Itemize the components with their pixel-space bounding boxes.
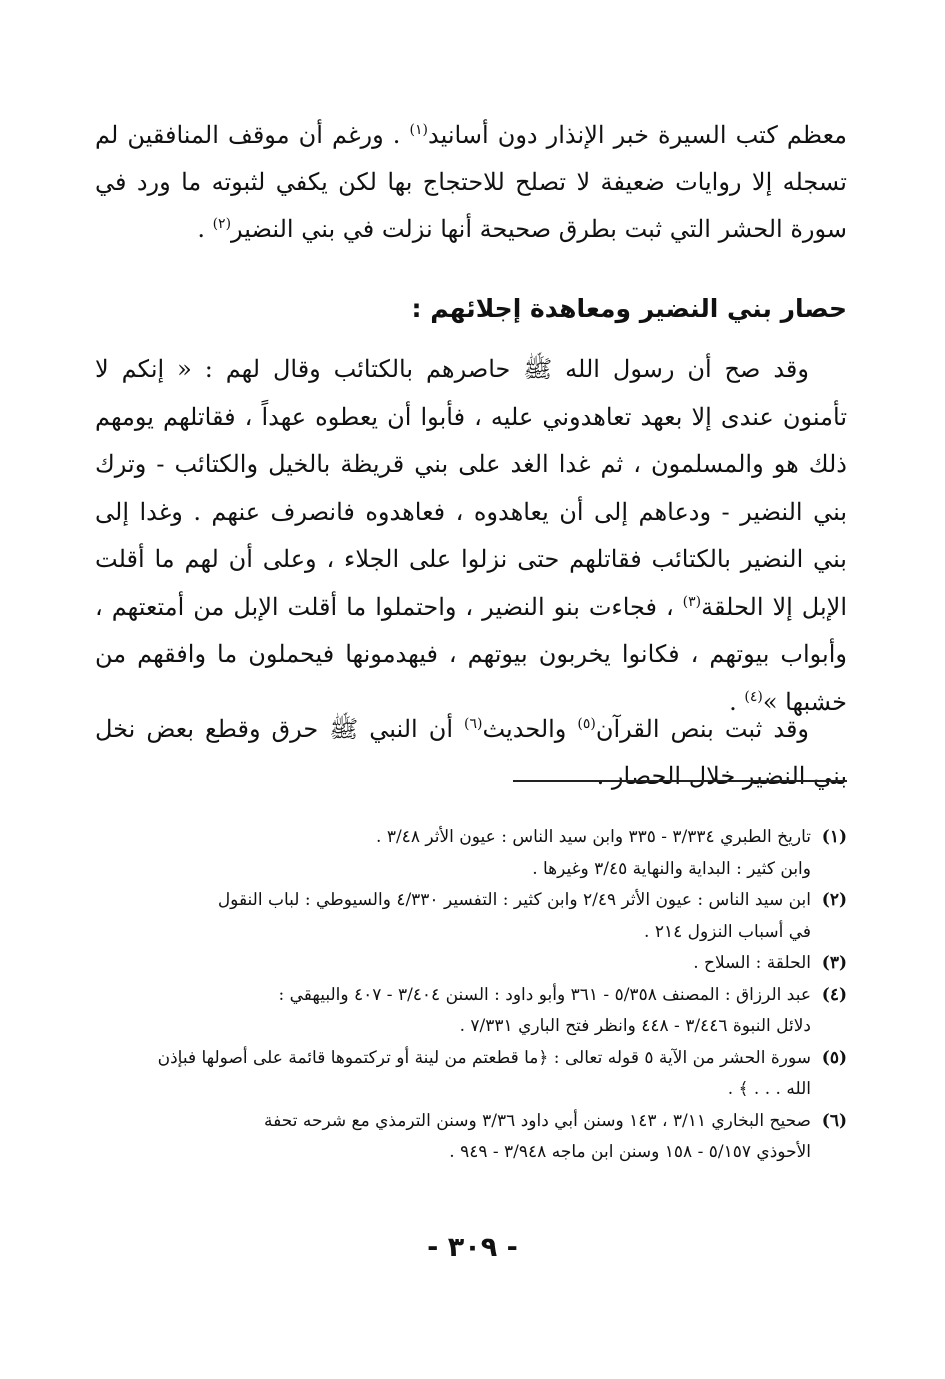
footnote-ref-2: (٢) bbox=[212, 216, 232, 232]
footnote-ref-5: (٥) bbox=[577, 716, 596, 732]
intro-paragraph bbox=[95, 112, 847, 253]
intro-text-a: معظم كتب السيرة خبر الإنذار دون أسانيد bbox=[428, 121, 847, 149]
footnote-line: دلائل النبوة ٣/٤٤٦ - ٤٤٨ وانظر فتح الباري ٧/٣٣١ . bbox=[459, 1016, 811, 1036]
footnote-line: الأحوذي ٥/١٥٧ - ١٥٨ وسنن ابن ماجه ٣/٩٤٨ - ٩٤٩ . bbox=[449, 1142, 811, 1162]
footnote-separator bbox=[513, 780, 847, 782]
footnote-line: تاريخ الطبري ٣/٣٣٤ - ٣٣٥ وابن سيد الناس : عيون الأثر ٣/٤٨ . bbox=[376, 827, 811, 847]
second-text-b: والحديث bbox=[482, 715, 578, 743]
footnote-ref-1: (١) bbox=[409, 122, 428, 138]
main-paragraph bbox=[95, 346, 847, 726]
footnote-2 bbox=[95, 885, 847, 948]
footnote-line: صحيح البخاري ٣/١١ ، ١٤٣ وسنن أبي داود ٣/٣٦ وسنن الترمذي مع شرحه تحفة bbox=[264, 1110, 811, 1131]
footnote-number: (٣) bbox=[821, 953, 847, 973]
second-paragraph bbox=[95, 706, 847, 800]
footnote-line: سورة الحشر من الآية ٥ قوله تعالى : ﴿ما قطعتم من لينة أو تركتموها قائمة على أصولها فبإذن bbox=[157, 1047, 811, 1068]
footnote-1 bbox=[95, 822, 847, 885]
footnote-6 bbox=[95, 1106, 847, 1169]
footnote-number: (١) bbox=[821, 827, 847, 847]
footnote-number: (٥) bbox=[821, 1047, 847, 1068]
main-text-b: ، فجاءت بنو النضير ، واحتملوا ما أقلت الإبل من أمتعتهم ، وأبواب بيوتهم ، فكانوا يخربون بيوتهم ، فيهدمونها فيحملون ما وافقهم من خشبها » bbox=[95, 592, 847, 716]
main-text-a: وقد صح أن رسول الله ﷺ حاصرهم بالكتائب وقال لهم : « إنكم لا تأمنون عندى إلا بعهد تعاهدوني عليه ، فأبوا أن يعطوه عهداً ، فقاتلهم يومهم ذلك هو والمسلمون ، ثم غدا الغد على بني قريظة بالخيل والكتائب - وترك بني النضير - ودعاهم إلى أن يعاهدوه ، فعاهدوه فانصرف عنهم . وغدا إلى بني النضير بالكتائب فقاتلهم حتى نزلوا على الجلاء ، وعلى أن لهم ما أقلت الإبل إلا الحلقة bbox=[95, 355, 848, 621]
footnote-line: في أسباب النزول ٢١٤ . bbox=[644, 921, 811, 942]
intro-text-b: . ورغم أن موقف المنافقين لم تسجله إلا روايات ضعيفة لا تصلح للاحتجاج بها لكن يكفي لثبوته ما ورد في سورة الحشر التي ثبت بطرق صحيحة أنها نزلت في بني النضير bbox=[95, 121, 847, 243]
footnote-line: وابن كثير : البداية والنهاية ٣/٤٥ وغيرها . bbox=[532, 858, 811, 879]
intro-text-c: . bbox=[197, 215, 213, 243]
footnote-line: ابن سيد الناس : عيون الأثر ٢/٤٩ وابن كثير : التفسير ٤/٣٣٠ والسيوطي : لباب النقول bbox=[217, 890, 811, 910]
footnote-number: (٢) bbox=[821, 890, 847, 910]
footnote-number: (٤) bbox=[821, 984, 847, 1005]
footnote-number: (٦) bbox=[821, 1110, 847, 1131]
footnote-ref-4: (٤) bbox=[744, 688, 763, 705]
footnote-line: عبد الرزاق : المصنف ٥/٣٥٨ - ٣٦١ وأبو داود : السنن ٣/٤٠٤ - ٤٠٧ والبيهقي : bbox=[278, 984, 811, 1005]
footnote-line: الحلقة : السلاح . bbox=[693, 953, 811, 973]
footnote-ref-6: (٦) bbox=[464, 716, 483, 732]
section-heading: حصار بني النضير ومعاهدة إجلائهم : bbox=[411, 294, 847, 323]
footnote-ref-3: (٣) bbox=[682, 593, 702, 610]
footnote-4 bbox=[95, 980, 847, 1043]
second-text-c: أن النبي ﷺ حرق وقطع بعض نخل بني النضير خلال الحصار . bbox=[95, 715, 847, 790]
second-text-a: وقد ثبت بنص القرآن bbox=[595, 715, 810, 743]
footnote-5 bbox=[95, 1043, 847, 1106]
page-number: - ٣٠٩ - bbox=[427, 1232, 518, 1263]
main-text-c: . bbox=[729, 687, 745, 716]
footnote-line: الله . . . ﴾ . bbox=[727, 1079, 811, 1099]
footnotes bbox=[95, 822, 847, 1169]
footnote-3 bbox=[95, 948, 847, 980]
